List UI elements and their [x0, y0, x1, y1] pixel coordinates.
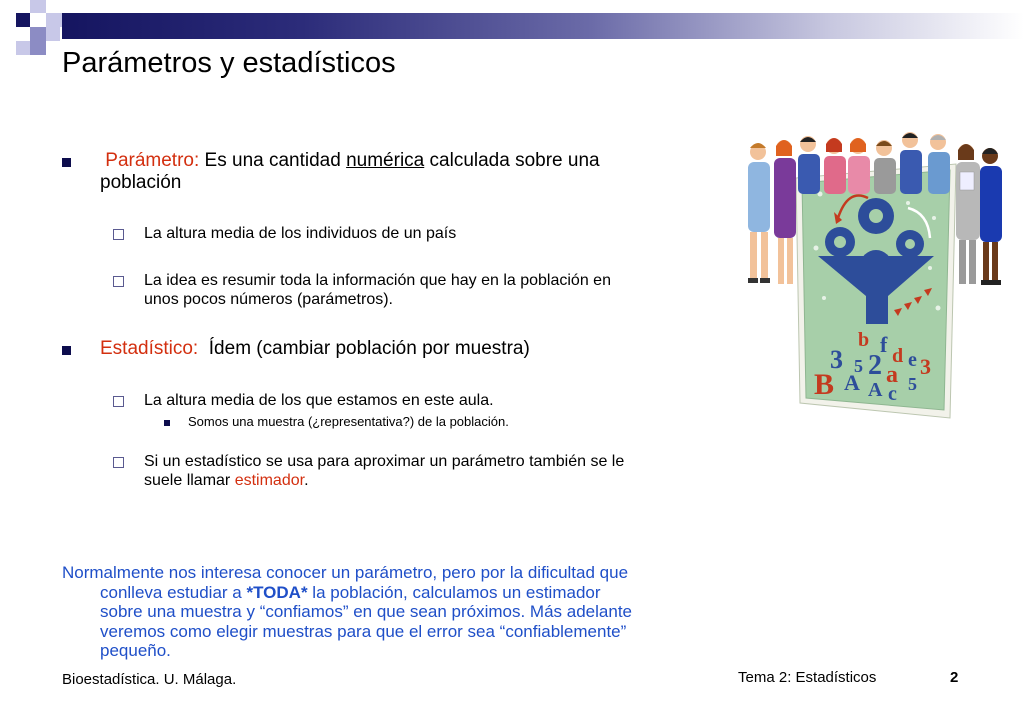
- underlined-word: numérica: [346, 150, 425, 171]
- bullet-marker: [62, 158, 71, 167]
- svg-text:a: a: [886, 362, 898, 388]
- svg-text:3: 3: [830, 345, 843, 374]
- term-estadistico: Estadístico:: [100, 338, 199, 359]
- svg-text:2: 2: [868, 350, 882, 381]
- svg-text:B: B: [814, 368, 835, 401]
- person-icon: [848, 138, 870, 194]
- svg-text:e: e: [908, 349, 917, 371]
- decor-square: [16, 41, 30, 55]
- sub-item: La idea es resumir toda la información que hay en la población en unos pocos números (parámetros).: [144, 272, 611, 308]
- footer-institution: Bioestadística. U. Málaga.: [62, 671, 237, 688]
- note-paragraph: Normalmente nos interesa conocer un parámetro, pero por la dificultad que conlleva estudiar a *TODA* la población, calculamos un estimador sobre una muestra y “confiamos” en que sean próximos. Más adelante veremos como elegir muestras para que el error sea “confiablemente” pequeño.: [62, 563, 632, 660]
- person-icon: [874, 140, 896, 194]
- decor-square: [46, 27, 60, 41]
- bullet-estadistico: Estadístico: Ídem (cambiar población por muestra): [100, 338, 530, 359]
- emphasis-toda: *TODA*: [246, 582, 308, 602]
- sub-bullet-marker: [113, 229, 124, 240]
- svg-text:A: A: [844, 370, 860, 395]
- person-icon: [928, 134, 950, 194]
- bullet-marker: [62, 346, 71, 355]
- decor-square: [30, 0, 46, 13]
- slide-title: Parámetros y estadísticos: [62, 47, 396, 79]
- subsub-item: Somos una muestra (¿representativa?) de la población.: [188, 414, 509, 429]
- term-parametro: Parámetro:: [105, 150, 200, 171]
- people-funnel-illustration: [738, 128, 1008, 420]
- person-icon: [980, 148, 1002, 285]
- decor-square: [46, 13, 62, 27]
- svg-text:f: f: [880, 332, 888, 357]
- estimador-term: estimador: [234, 472, 305, 489]
- sub-item: La altura media de los que estamos en este aula.: [144, 392, 494, 409]
- sub-item: La altura media de los individuos de un país: [144, 225, 457, 242]
- person-icon: [774, 140, 796, 284]
- decor-square: [30, 27, 46, 41]
- person-icon: [798, 136, 820, 194]
- header-gradient-bar: [62, 13, 1024, 39]
- svg-text:b: b: [858, 329, 870, 351]
- page-number: 2: [950, 669, 959, 686]
- svg-text:d: d: [892, 345, 904, 367]
- sub-item: Si un estadístico se usa para aproximar un parámetro también se le suele llamar estimador.: [144, 453, 625, 489]
- svg-text:A: A: [868, 379, 883, 401]
- sub-bullet-marker: [113, 396, 124, 407]
- footer-topic: Tema 2: Estadísticos: [738, 669, 877, 686]
- subsub-bullet-marker: [164, 420, 170, 426]
- person-icon: [748, 143, 770, 283]
- svg-text:5: 5: [854, 356, 863, 376]
- sub-bullet-marker: [113, 276, 124, 287]
- decor-square: [16, 13, 30, 27]
- person-icon: [956, 144, 980, 284]
- svg-text:5: 5: [908, 374, 917, 394]
- bullet-parametro: Parámetro: Es una cantidad numérica calculada sobre una población: [100, 150, 600, 193]
- person-icon: [824, 138, 846, 194]
- person-icon: [900, 132, 922, 194]
- decor-square: [30, 41, 46, 55]
- svg-text:3: 3: [920, 354, 931, 379]
- svg-text:c: c: [888, 383, 897, 405]
- sub-bullet-marker: [113, 457, 124, 468]
